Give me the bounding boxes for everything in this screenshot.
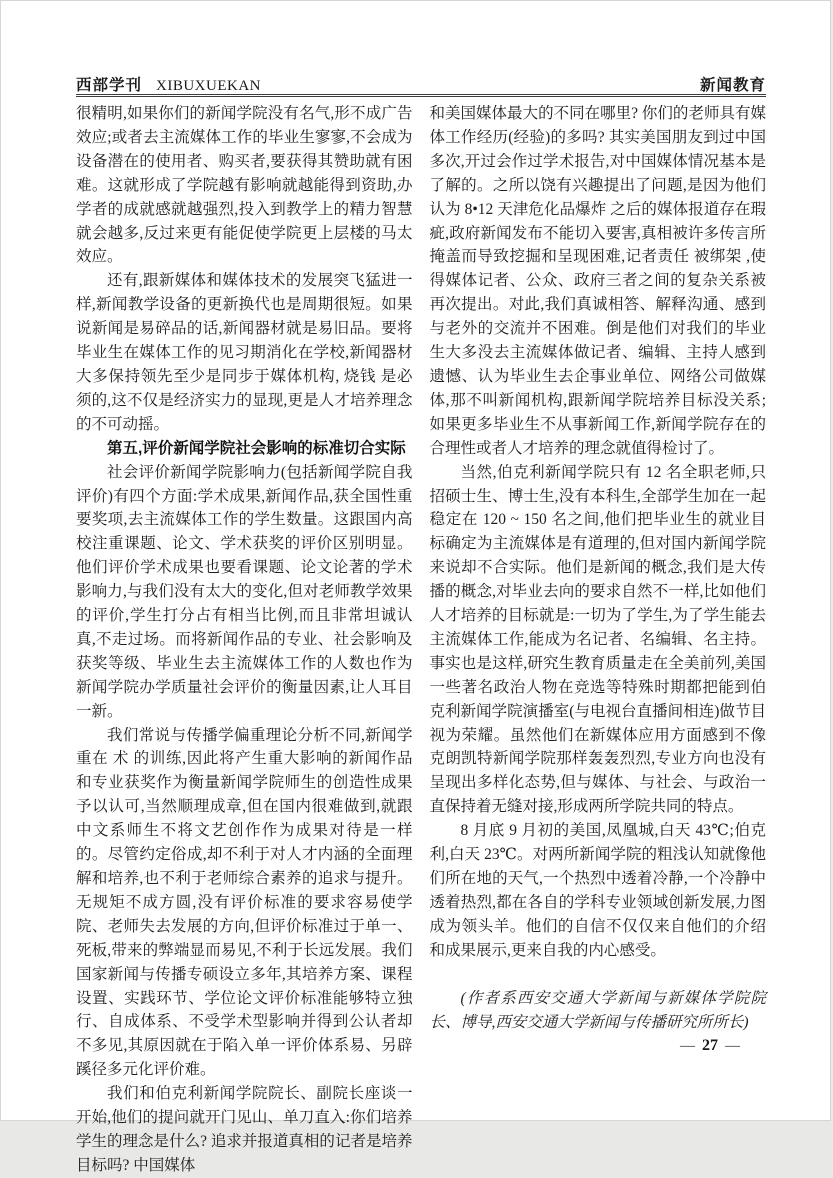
paragraph: 我们和伯克利新闻学院院长、副院长座谈一开始,他们的提问就开门见山、单刀直入:你们培养学生的理念是什么? 追求并报道真相的记者是培养目标吗? 中国媒体 — [76, 1085, 413, 1174]
paragraph: 当然,伯克利新闻学院只有 12 名全职老师,只招硕士生、博士生,没有本科生,全部学生加在一起稳定在 120 ~ 150 名之间,他们把毕业生的就业目标确定为主流媒体是有道理的,但对国内新闻学院来说却不合实际。他们是新闻的概念,我们是大传播的概念,对毕业去向的要求自然不一样,比如他们人才培养的目标就是:一切为了学生,为了学生能去主流媒体工作,能成为名记者、名编辑、名主持。事实也是这样,研究生教育质量走在全美前列,美国一些著名政治人物在竞选等特殊时期都把能到伯克利新闻学院演播室(与电视台直播间相连)做节目视为荣耀。虽然他们在新媒体应用方面感到不像克朗凯特新闻学院那样轰轰烈烈,专业方向也没有呈现出多样化态势,但与媒体、与社会、与政治一直保持着无缝对接,形成两所学院共同的特点。 — [429, 463, 766, 816]
page-number-dash-left: — — [680, 1037, 695, 1054]
section-heading: 第五,评价新闻学院社会影响的标准切合实际 — [107, 439, 406, 457]
journal-title — [76, 73, 261, 95]
journal-name-pinyin: XIBUXUEKAN — [156, 78, 262, 94]
header-divider-rule — [76, 94, 766, 97]
paragraph: 社会评价新闻学院影响力(包括新闻学院自我评价)有四个方面:学术成果,新闻作品,获全国性重要奖项,去主流媒体工作的学生数量。这跟国内高校注重课题、论文、学术获奖的评价区别明显。他们评价学术成果也要看课题、论文论著的学术影响力,与我们没有太大的变化,但对老师教学效果的评价,学生打分占有相当比例,而且非常坦诚认真,不走过场。而将新闻作品的专业、社会影响及获奖等级、毕业生去主流媒体工作的人数也作为新闻学院办学质量社会评价的衡量因素,让人耳目一新。 — [76, 463, 413, 720]
page-number-dash-right: — — [725, 1037, 740, 1054]
page-footer — [680, 1037, 740, 1055]
author-note: (作者系西安交通大学新闻与新媒体学院院长、博导,西安交通大学新闻与传播研究所所长) — [429, 989, 766, 1031]
paragraph: 很精明,如果你们的新闻学院没有名气,形不成广告效应;或者去主流媒体工作的毕业生寥寥,不会成为设备潜在的使用者、购买者,要获得其赞助就有困难。这就形成了学院越有影响就越能得到资助,办学者的成就感就越强烈,投入到教学上的精力智慧就会越多,反过来更有能促使学院更上层楼的马太效应。 — [76, 105, 413, 266]
section-name: 新闻教育 — [699, 77, 766, 94]
paragraph: 和美国媒体最大的不同在哪里? 你们的老师具有媒体工作经历(经验)的多吗? 其实美国朋友到过中国多次,开过会作过学术报告,对中国媒体情况基本是了解的。之所以饶有兴趣提出了问题,是因为他们认为 8•12 天津危化品爆炸 之后的媒体报道存在瑕疵,政府新闻发布不能切入要害,真相被许多传言所掩盖而导致挖掘和呈现困难,记者责任 被绑架 ,使得媒体记者、公众、政府三者之间的复杂关系被再次提出。对此,我们真诚相答、解释沟通、感到与老外的交流并不困难。倒是他们对我们的毕业生大多没去主流媒体做记者、编辑、主持人感到遗憾、认为毕业生去企事业单位、网络公司做媒体,那不叫新闻机构,跟新闻学院培养目标没关系;如果更多毕业生不从事新闻工作,新闻学院存在的合理性或者人才培养的理念就值得检讨了。 — [429, 105, 766, 457]
article-body — [76, 102, 766, 1178]
paragraph: 还有,跟新媒体和媒体技术的发展突飞猛进一样,新闻教学设备的更新换代也是周期很短。如果说新闻是易碎品的话,新闻器材就是易旧品。要将毕业生在媒体工作的见习期消化在学校,新闻器材大多保持领先至少是同步于媒体机构, 烧钱 是必须的,这不仅是经济实力的显现,更是人才培养理念的不可动摇。 — [76, 272, 413, 433]
right-column — [430, 102, 767, 1178]
paragraph: 8 月底 9 月初的美国,凤凰城,白天 43℃;伯克利,白天 23℃。对两所新闻学院的粗浅认知就像他们所在地的天气,一个热烈中透着冷静,一个冷静中透着热烈,都在各自的学科专业领域创新发展,力图成为领头羊。他们的自信不仅仅来自他们的介绍和成果展示,更来自我的内心感受。 — [429, 822, 766, 959]
page-header — [76, 73, 766, 95]
page-number: 27 — [702, 1037, 718, 1054]
paragraph: 我们常说与传播学偏重理论分析不同,新闻学重在 术 的训练,因此将产生重大影响的新闻作品和专业获奖作为衡量新闻学院师生的创造性成果予以认可,当然顺理成章,但在国内很难做到,就跟中文系师生不将文艺创作作为成果对待是一样的。尽管约定俗成,却不利于对人才内涵的全面理解和培养,也不利于老师综合素养的追求与提升。无规矩不成方圆,没有评价标准的要求容易使学院、老师失去发展的方向,但评价标准过于单一、死板,带来的弊端显而易见,不利于长远发展。我们国家新闻与传播专硕设立多年,其培养方案、课程设置、实践环节、学位论文评价标准能够特立独行、自成体系、不受学术型影响并得到公认者却不多见,其原因就在于陷入单一评价体系易、另辟蹊径多元化评价难。 — [76, 726, 413, 1079]
left-column — [76, 102, 413, 1178]
journal-name-chinese: 西部学刊 — [76, 77, 143, 94]
